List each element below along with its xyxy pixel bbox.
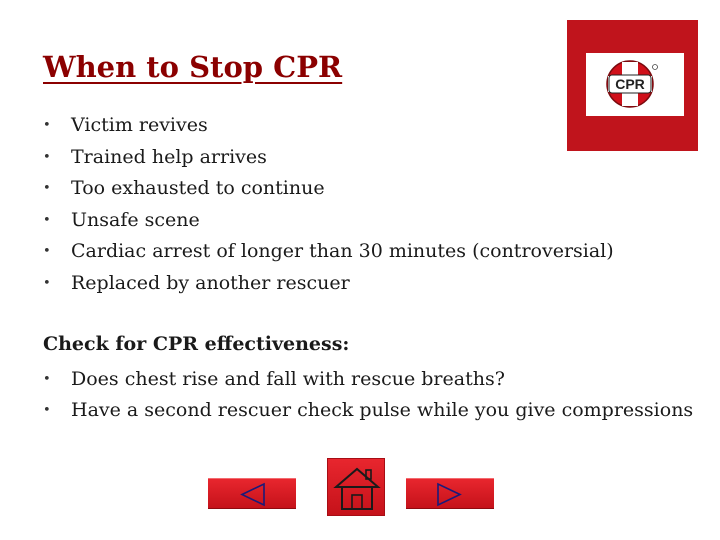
bullet-icon: • [43, 149, 51, 165]
list-item-text: Replaced by another rescuer [71, 271, 350, 294]
bullet-icon: • [43, 244, 51, 259]
bullet-icon: • [43, 118, 51, 133]
cpr-logo-text: CPR [615, 76, 645, 92]
list-item [43, 395, 693, 426]
list-item-text: Victim revives [71, 114, 208, 136]
list-item [43, 236, 614, 268]
previous-slide-button[interactable] [208, 478, 296, 509]
bullet-icon: • [43, 212, 51, 228]
list-item-text: Have a second rescuer check pulse while you give compressions [71, 399, 694, 421]
list-item-text: Cardiac arrest of longer than 30 minutes (controversial) [71, 240, 614, 262]
effectiveness-list [43, 364, 693, 426]
list-item-text: Does chest rise and fall with rescue breaths? [71, 368, 505, 390]
cpr-logo-panel [586, 53, 684, 116]
bullet-icon: • [43, 372, 51, 387]
bullet-icon: • [43, 403, 51, 418]
list-item [43, 364, 693, 395]
list-item [43, 205, 614, 237]
home-icon [328, 459, 386, 517]
left-triangle-icon [208, 479, 296, 510]
list-item [43, 173, 614, 205]
bullet-icon: • [43, 275, 51, 291]
stop-criteria-list [43, 110, 614, 299]
right-triangle-icon [406, 479, 494, 510]
slide-title: When to Stop CPR [43, 50, 343, 84]
list-item-text: Unsafe scene [71, 208, 200, 231]
list-item [43, 268, 614, 300]
next-slide-button[interactable] [406, 478, 494, 509]
list-item-text: Too exhausted to continue [71, 177, 325, 199]
list-item [43, 142, 614, 174]
cpr-logo-icon [605, 59, 665, 109]
list-item [43, 110, 614, 142]
effectiveness-heading: Check for CPR effectiveness: [43, 333, 350, 355]
bullet-icon: • [43, 181, 51, 196]
home-button[interactable] [327, 458, 385, 516]
list-item-text: Trained help arrives [71, 145, 267, 168]
